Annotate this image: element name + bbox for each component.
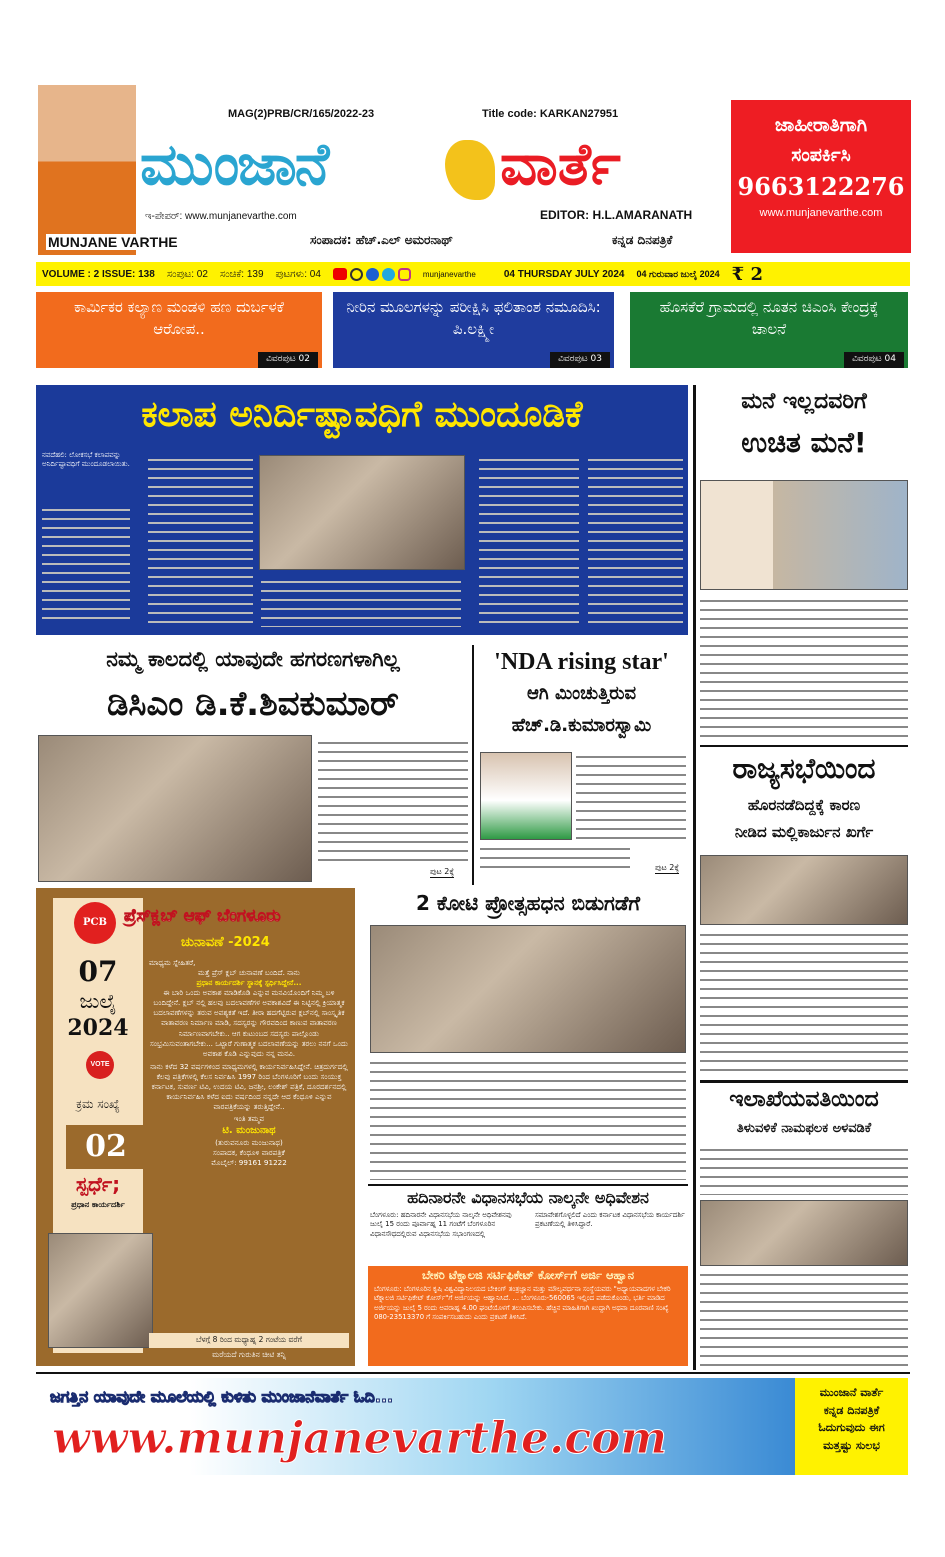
lead-headline: ಕಲಾಪ ಅನಿರ್ದಿಷ್ಟಾವಧಿಗೆ ಮುಂದೂಡಿಕೆ (141, 394, 583, 435)
hdk-headline-1: 'NDA rising star' (494, 649, 669, 675)
lead-body-col1 (42, 505, 130, 625)
teaser-text: ನೀರಿನ ಮೂಲಗಳನ್ನು ಪರೀಕ್ಷಿಸಿ ಫಲಿತಾಂಶ ನಮೂದಿಸಿ: ಪಿ.ಲಕ್ಷ್ಮೀ (346, 298, 601, 338)
grant-photo (370, 925, 686, 1053)
paper-type: ಕನ್ನಡ ದಿನಪತ್ರಿಕೆ (612, 233, 673, 247)
grant-body (370, 1058, 686, 1180)
serial-number: 02 (66, 1125, 146, 1169)
twitter-icon[interactable] (382, 268, 395, 281)
lead-photo-parliament (259, 455, 465, 570)
column-divider (693, 385, 696, 1370)
registration-number: MAG(2)PRB/CR/165/2022-23 (228, 108, 375, 120)
teaser-text: ಹೊಸಕೆರೆ ಗ್ರಾಮದಲ್ಲಿ ನೂತನ ಚಿಎಂಸಿ ಕೇಂದ್ರಕ್ಕೆ ಚಾಲನೆ (659, 298, 879, 338)
lead-body-col5 (588, 455, 683, 627)
teaser-page: ವಿವರಪುಟ 04 (844, 352, 904, 368)
teaser-page: ವಿವರಪುಟ 03 (550, 352, 610, 368)
dks-continued[interactable]: ಪುಟ 2ಕ್ಕೆ (430, 867, 455, 876)
lead-body-col4 (479, 455, 579, 627)
candidate-alias: (ತುರುವನೂರು ಮಂಜುನಾಥ) (215, 1138, 283, 1148)
hdk-photo (480, 752, 572, 840)
rs-headline-2: ಹೊರನಡೆದಿದ್ದಕ್ಕೆ ಕಾರಣ (747, 796, 861, 814)
session-body: ಬೆಂಗಳೂರು: ಹದಿನಾರನೇ ವಿಧಾನಸಭೆಯ ನಾಲ್ಕನೇ ಅಧಿವೇಶನವು ಜುಲೈ 15 ರಂದು ಪೂರ್ವಾಹ್ನ 11 ಗಂಟೆಗೆ ಬೆಂಗಳೂರಿನ ವಿಧಾನಸೌಧದಲ್ಲಿರುವ ವಿಧಾನಸಭೆಯ ಸಭಾಂಗಣದಲ್ಲಿ ಸಮಾವೇಶಗೊಳ್ಳಲಿದೆ ಎಂದು ಕರ್ನಾಟಕ ವಿಧಾನಸಭೆಯ ಕಾರ್ಯದರ್ಶಿ ಪ್ರಕಟಣೆಯಲ್ಲಿ ತಿಳಿಸಿದ್ದಾರೆ. (370, 1211, 685, 1238)
banner-side-2: ಕನ್ನಡ ದಿನಪತ್ರಿಕೆ (823, 1403, 880, 1417)
date-kn: 04 ಗುರುವಾರ ಜುಲೈ 2024 (636, 268, 720, 279)
logo-right: ವಾರ್ತೆ (500, 130, 621, 198)
house-body (700, 596, 908, 738)
epaper-link[interactable]: ಇ-ಪೇಪರ್: www.munjanevarthe.com (145, 211, 297, 222)
lead-body-col3 (261, 577, 461, 627)
grant-headline: 2 ಕೋಟಿ ಪ್ರೋತ್ಸಹಧನ ಬಿಡುಗಡೆಗೆ (415, 891, 641, 915)
founder-portrait (38, 85, 136, 255)
banner-side-1: ಮುಂಜಾನೆ ವಾರ್ತೆ (819, 1386, 884, 1399)
hdk-body (576, 752, 686, 842)
page-count: ಪುಟಗಳು: 04 (275, 268, 321, 280)
candidate-name: ಟಿ. ಮಂಜುನಾಥ (222, 1125, 276, 1137)
hdk-headline-2: ಆಗಿ ಮಿಂಚುತ್ತಿರುವ (526, 683, 637, 704)
hdk-continued[interactable]: ಪುಟ 2ಕ್ಕೆ (655, 863, 680, 872)
press-club-title: ಪ್ರೆಸ್‌ಕ್ಲಬ್ ಆಫ್ ಬೆಂಗಳೂರು (124, 906, 281, 926)
website-banner[interactable] (38, 1378, 795, 1475)
vote-year: 2024 (67, 1015, 129, 1041)
candidate-role: ಸಂಪಾದಕ, ಕೆಂಧೂಳಿ ವಾರಪತ್ರಿಕೆ (213, 1148, 285, 1158)
ad-url[interactable]: www.munjanevarthe.com (759, 207, 883, 219)
ilakhe-headline-2: ತಿಳುವಳಿಕೆ ನಾಮಫಲಕ ಅಳವಡಿಕೆ (736, 1121, 872, 1136)
rs-headline-1: ರಾಜ್ಯಸಭೆಯಿಂದ (732, 752, 876, 785)
masthead-name-en: MUNJANE VARTHE (48, 234, 178, 250)
pcb-logo: PCB (74, 902, 116, 944)
rs-headline-3: ನೀಡಿದ ಮಲ್ಲಿಕಾರ್ಜುನ ಖರ್ಗೆ (734, 823, 874, 841)
lead-dateline: ನವದೆಹಲಿ: ಲೋಕಸಭೆ ಕಲಾಪವನ್ನು ಅನಿರ್ದಿಷ್ಟಾವಧಿಗೆ ಮುಂದೂಡಲಾಯಿತು. (42, 451, 130, 469)
logo-left: ಮುಂಜಾನೆ (140, 130, 328, 198)
house-headline-1: ಮನೆ ಇಲ್ಲದವರಿಗೆ (741, 389, 867, 414)
ilakhe-photo (700, 1200, 908, 1266)
teaser-2[interactable] (630, 292, 908, 368)
divider (700, 1080, 908, 1083)
house-photo (700, 480, 908, 590)
teaser-page: ವಿವರಪುಟ 02 (258, 352, 318, 368)
post-label: ಪ್ರಧಾನ ಕಾರ್ಯದರ್ಶಿ (71, 1200, 125, 1209)
advertise-contact-box (731, 100, 911, 253)
house-headline-2: ಉಚಿತ ಮನೆ! (741, 426, 867, 459)
para1: ಮತ್ತೆ ಪ್ರೆಸ್ ಕ್ಲಬ್ ಚುನಾವಣೆ ಬಂದಿದೆ. ನಾನು (198, 968, 300, 978)
dks-headline-2: ಡಿಸಿಎಂ ಡಿ.ಕೆ.ಶಿವಕುಮಾರ್ (106, 684, 400, 724)
ilakhe-body (700, 1270, 908, 1368)
teaser-0[interactable] (36, 292, 322, 368)
info-bar (36, 262, 910, 286)
instagram-icon[interactable] (398, 268, 411, 281)
para2: ಈ ಬಾರಿ ಒಂದು ಅವಕಾಶ ಮಾಡಿಕೊಡಿ ಎನ್ನುವ ಮನವಿಯೊಂದಿಗೆ ನಿಮ್ಮ ಬಳಿ ಬಂದಿದ್ದೇನೆ. ಕ್ಲಬ್ ನಲ್ಲಿ ಹಲವು ಬದಲಾವಣೆಗಳ ಅವಕಾಶವಿದೆ ಈ ನಿಟ್ಟಿನಲ್ಲಿ ಕ್ರಿಯಾತ್ಮಕ ಬದಲಾವಣೆಗಳನ್ನು ತರುವ ಅವಶ್ಯಕತೆ ಇದೆ. ತೀರಾ ಹದಗೆಟ್ಟಿರುವ ಕ್ಲಬ್‌ನಲ್ಲಿ ಸಾಂಸ್ಕೃತಿಕ ವಾತಾವರಣ ನಿರ್ಮಾಣ ಮಾಡಿ, ಸದಸ್ಯರನ್ನು ಗೌರವದಿಂದ ಕಾಣುವ ವಾತಾವರಣ ನಿರ್ಮಾಣವಾಗಬೇಕು.. ಆಗ ಕುಟುಂಬದ ಸದಸ್ಯರು ಪಾಲ್ಗೊಂಡು ಸಂಭ್ರಮಿಸುವಂತಾಗಬೇಕು... ಒಟ್ಟಾರೆ ಗುಣಾತ್ಮಕ ಬದಲಾವಣೆಯನ್ನು ತರಲು ನನಗೆ ಒಂದು ಅವಕಾಶ ಕೊಡಿ ಎನ್ನುವುದು ನನ್ನ ಮನವಿ. (150, 988, 348, 1058)
hdk-body-2 (480, 844, 630, 874)
candidate-photo (48, 1233, 153, 1348)
highlight: ಪ್ರಧಾನ ಕಾರ್ಯದರ್ಶಿ ಸ್ಥಾನಕ್ಕೆ ಸ್ಪರ್ಧಿಸಿದ್ದೇನೆ... (196, 978, 302, 988)
date-en: 04 THURSDAY JULY 2024 (503, 268, 625, 280)
press-club-letter (149, 958, 349, 1360)
editor-en: EDITOR: H.L.AMARANATH (540, 208, 693, 222)
serial-label: ಕ್ರಮ ಸಂಖ್ಯೆ (76, 1097, 120, 1111)
para3: ನಾನು ಕಳೆದ 32 ವರ್ಷಗಳಿಂದ ಮಾಧ್ಯಮಗಳಲ್ಲಿ ಕಾರ್ಯನಿರ್ವಹಿಸಿದ್ದೇನೆ. ಚಿತ್ರದುರ್ಗದಲ್ಲಿ ಕೆಲವು ಪತ್ರಿಕೆಗಳಲ್ಲಿ ಕೆಲಸ ನಿರ್ವಹಿಸಿ 1997 ರಿಂದ ಬೆಂಗಳೂರಿಗೆ ಬಂದು ಸಂಯುಕ್ತ ಕರ್ನಾಟಕ, ಸುವರ್ಣ ಟಿವಿ, ಉದಯ ಟಿವಿ, ಜನಶ್ರೀ, ಲಂಕೇಶ್ ಪತ್ರಿಕೆ, ದೂರದರ್ಶನದಲ್ಲಿ ಕಾರ್ಯನಿರ್ವಹಿಸಿ ಕಳೆದ ಐದು ವರ್ಷದಿಂದ ನನ್ನದೇ ಆದ ಕೆಂಧೂಳಿ ಎನ್ನುವ ವಾರಪತ್ರಿಕೆಯನ್ನು ತರುತ್ತಿದ್ದೇನೆ.. (150, 1061, 348, 1112)
facebook-icon[interactable] (366, 268, 379, 281)
id-reminder: ಮರೆಯದೆ ಗುರುತಿನ ಚೀಟಿ ತನ್ನಿ (212, 1349, 286, 1359)
banner-side-3: ಓದುಗುವುದು ಈಗ (818, 1421, 885, 1435)
vote-month: ಜುಲೈ (79, 989, 117, 1013)
bakery-headline: ಬೇಕರಿ ಟೆಕ್ನಾಲಜಿ ಸರ್ಟಿಫಿಕೇಟ್ ಕೋರ್ಸ್‌ಗೆ ಅರ್ಜಿ ಆಹ್ವಾನ (421, 1268, 635, 1282)
samputa: ಸಂಪುಟ: 02 (166, 268, 208, 280)
social-handle[interactable]: munjanevarthe (422, 269, 476, 279)
ad-line1: ಜಾಹೀರಾತಿಗಾಗಿ (774, 114, 868, 136)
banner-side-4: ಮತ್ತಷ್ಟು ಸುಲಭ (823, 1438, 880, 1452)
divider (36, 1372, 910, 1374)
lead-story (36, 385, 688, 635)
ad-phone: 9663122276 (737, 172, 905, 201)
sign-off: ಇಂತಿ ತಮ್ಮವ (233, 1114, 265, 1124)
banner-side-box (795, 1378, 908, 1475)
volume-issue: VOLUME : 2 ISSUE: 138 (42, 268, 155, 280)
web-icon[interactable] (350, 268, 363, 281)
voting-time: ಬೆಳಗ್ಗೆ 8 ರಿಂದ ಮಧ್ಯಾಹ್ನ 2 ಗಂಟೆಯ ವರೆಗೆ (149, 1333, 349, 1348)
youtube-icon[interactable] (333, 268, 347, 280)
vote-button-icon: VOTE (86, 1051, 114, 1079)
hdk-headline-3: ಹೆಚ್.ಡಿ.ಕುಮಾರಸ್ವಾಮಿ (511, 715, 652, 736)
divider (700, 745, 908, 747)
karnataka-map-logo (445, 140, 495, 200)
contest-label: ಸ್ಪರ್ಧೆ; (75, 1172, 121, 1196)
ad-line2: ಸಂಪರ್ಕಿಸಿ (791, 144, 851, 166)
banner-url[interactable]: www.munjanevarthe.com (52, 1413, 668, 1464)
bakery-ad (368, 1266, 688, 1366)
lead-body-col2 (148, 455, 253, 625)
ilakhe-headline-1: ಇಲಾಖೆಯವತಿಯಿಂದ (729, 1087, 879, 1112)
sanchike: ಸಂಚಿಕೆ: 139 (219, 268, 264, 280)
banner-tagline: ಜಗತ್ತಿನ ಯಾವುದೇ ಮೂಲೆಯಲ್ಲಿ ಕುಳಿತು ಮುಂಜಾನೆವಾರ್ತೆ ಓದಿ... (50, 1387, 394, 1406)
bakery-body: ಬೆಂಗಳೂರು: ಬೆಂಗಳೂರಿನ ಕೃಷಿ ವಿಶ್ವವಿದ್ಯಾನಿಲಯದ ಬೇಕಿಂಗ್ ತಂತ್ರಜ್ಞಾನ ಮತ್ತು ಮೌಲ್ಯವರ್ಧನಾ ಸಂಸ್ಥೆಯವರು "ಅಧ್ಯಾಯವಾದಗಳ ಬೇಕರಿ ಟೆಕ್ನಾಲಜಿ ಸರ್ಟಿಫಿಕೇಟ್ ಕೋರ್ಸ್"ಗೆ ಅರ್ಜಿಯನ್ನು ಆಹ್ವಾನಿಸಿದೆ. ... ಬೆಂಗಳೂರು-560065 ಇಲ್ಲಿಂದ ಪಡೆದುಕೊಂಡು, ಭರ್ತಿ ಮಾಡಿದ ಅರ್ಜಿಯನ್ನು ಜುಲೈ 5 ರಂದು ಅಪರಾಹ್ನ 4.00 ಘಂಟೆಯೊಳಗೆ ತಲುಪಿಸಬೇಕು. ಹೆಚ್ಚಿನ ಮಾಹಿತಿಗಾಗಿ ಖುದ್ದಾಗಿ ಅಥವಾ ದೂರವಾಣಿ ಸಂಖ್ಯೆ 080-23513370 ಗೆ ಸಂಪರ್ಕಿಸಬಹುದು ಎಂದು ಪ್ರಕಟಣೆ ತಿಳಿಸಿದೆ. (374, 1284, 671, 1322)
price: ₹ 2 (731, 263, 763, 285)
ilakhe-body-top (700, 1145, 908, 1195)
title-code: Title code: KARKAN27951 (482, 108, 619, 120)
press-club-ad (36, 888, 355, 1366)
dks-photo (38, 735, 312, 882)
session-headline: ಹದಿನಾರನೇ ವಿಧಾನಸಭೆಯ ನಾಲ್ಕನೇ ಅಧಿವೇಶನ (407, 1188, 649, 1207)
divider (368, 1184, 688, 1186)
teaser-text: ಕಾರ್ಮಿಕರ ಕಲ್ಯಾಣ ಮಂಡಳಿ ಹಣ ದುರ್ಬಳಕೆ ಆರೋಪ.. (74, 298, 284, 338)
rs-body (700, 930, 908, 1075)
vote-day: 07 (78, 955, 118, 988)
candidate-mobile: ಮೊಬೈಲ್: 99161 91222 (211, 1158, 287, 1168)
divider (472, 645, 474, 885)
editor-kn: ಸಂಪಾದಕ: ಹೆಚ್.ಎಲ್ ಅಮರನಾಥ್ (310, 233, 453, 247)
teaser-1[interactable] (333, 292, 614, 368)
greeting: ಮಾಧ್ಯಮ ಸ್ನೇಹಿತರೆ, (149, 958, 196, 967)
dks-headline-1: ನಮ್ಮ ಕಾಲದಲ್ಲಿ ಯಾವುದೇ ಹಗರಣಗಳಾಗಿಲ್ಲ (106, 647, 400, 671)
dks-body (318, 738, 468, 863)
rs-photo (700, 855, 908, 925)
press-club-subtitle: ಚುನಾವಣೆ -2024 (181, 935, 270, 950)
